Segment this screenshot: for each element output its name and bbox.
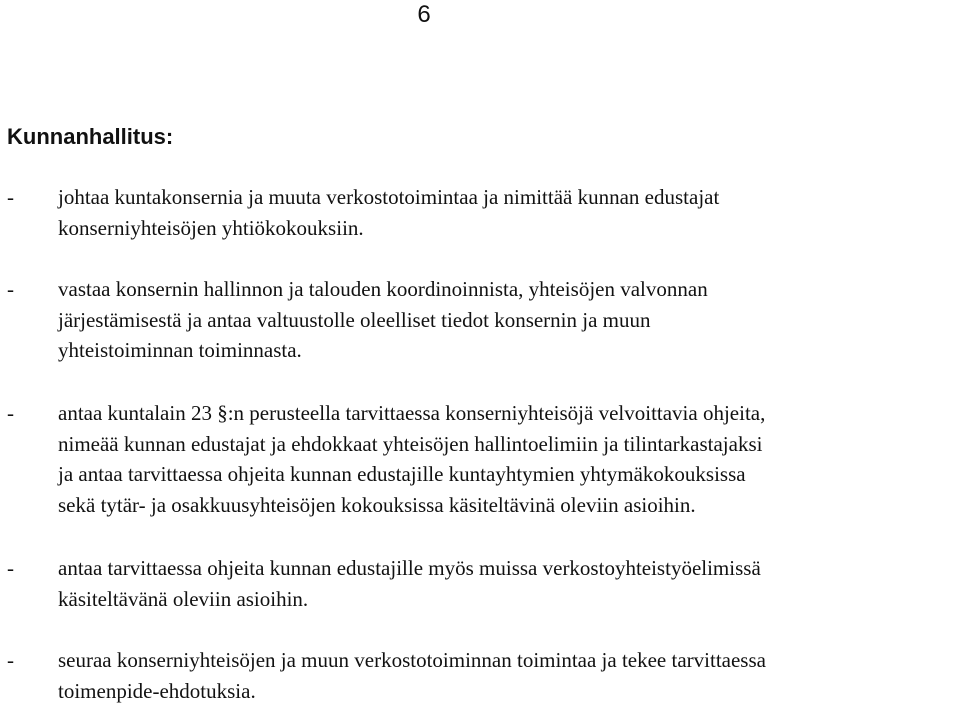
text-line: toimenpide-ehdotuksia. bbox=[58, 678, 256, 703]
list-item bbox=[0, 645, 960, 706]
section-heading: Kunnanhallitus: bbox=[7, 124, 174, 149]
list-item-text bbox=[58, 398, 958, 520]
text-line: yhteistoiminnan toiminnasta. bbox=[58, 338, 302, 362]
list-item-text bbox=[58, 274, 958, 366]
text-line: vastaa konsernin hallinnon ja talouden koordinoinnista, yhteisöjen valvonnan bbox=[58, 277, 708, 301]
bullet-dash: - bbox=[7, 648, 14, 672]
list-item bbox=[0, 274, 960, 366]
text-line: antaa kuntalain 23 §:n perusteella tarvittaessa konserniyhteisöjä velvoittavia ohjeita, bbox=[58, 401, 766, 425]
bullet-dash: - bbox=[7, 556, 14, 580]
text-line: nimeää kunnan edustajat ja ehdokkaat yhteisöjen hallintoelimiin ja tilintarkastajaksi bbox=[58, 431, 763, 456]
text-line: järjestämisestä ja antaa valtuustolle oleelliset tiedot konsernin ja muun bbox=[58, 307, 651, 332]
bullet-dash: - bbox=[7, 277, 14, 301]
text-line: konserniyhteisöjen yhtiökokouksiin. bbox=[58, 215, 364, 240]
list-item bbox=[0, 182, 960, 243]
text-line: ja antaa tarvittaessa ohjeita kunnan edustajille kuntayhtymien yhtymäkokouksissa bbox=[58, 462, 746, 486]
text-line: antaa tarvittaessa ohjeita kunnan edustajille myös muissa verkostoyhteistyöelimissä bbox=[58, 556, 761, 580]
list-item-text bbox=[58, 182, 958, 243]
text-line: johtaa kuntakonsernia ja muuta verkostotoimintaa ja nimittää kunnan edustajat bbox=[58, 185, 720, 209]
bullet-dash: - bbox=[7, 185, 14, 209]
list-item bbox=[0, 553, 960, 614]
text-line: sekä tytär- ja osakkuusyhteisöjen kokouksissa käsiteltävinä oleviin asioihin. bbox=[58, 492, 696, 517]
text-line: käsiteltävänä oleviin asioihin. bbox=[58, 586, 309, 611]
list-item-text bbox=[58, 645, 958, 706]
page-number: 6 bbox=[417, 1, 431, 28]
list-item-text bbox=[58, 553, 958, 614]
text-line: seuraa konserniyhteisöjen ja muun verkostotoiminnan toimintaa ja tekee tarvittaessa bbox=[58, 648, 766, 672]
bullet-dash: - bbox=[7, 401, 14, 425]
list-item bbox=[0, 398, 960, 520]
